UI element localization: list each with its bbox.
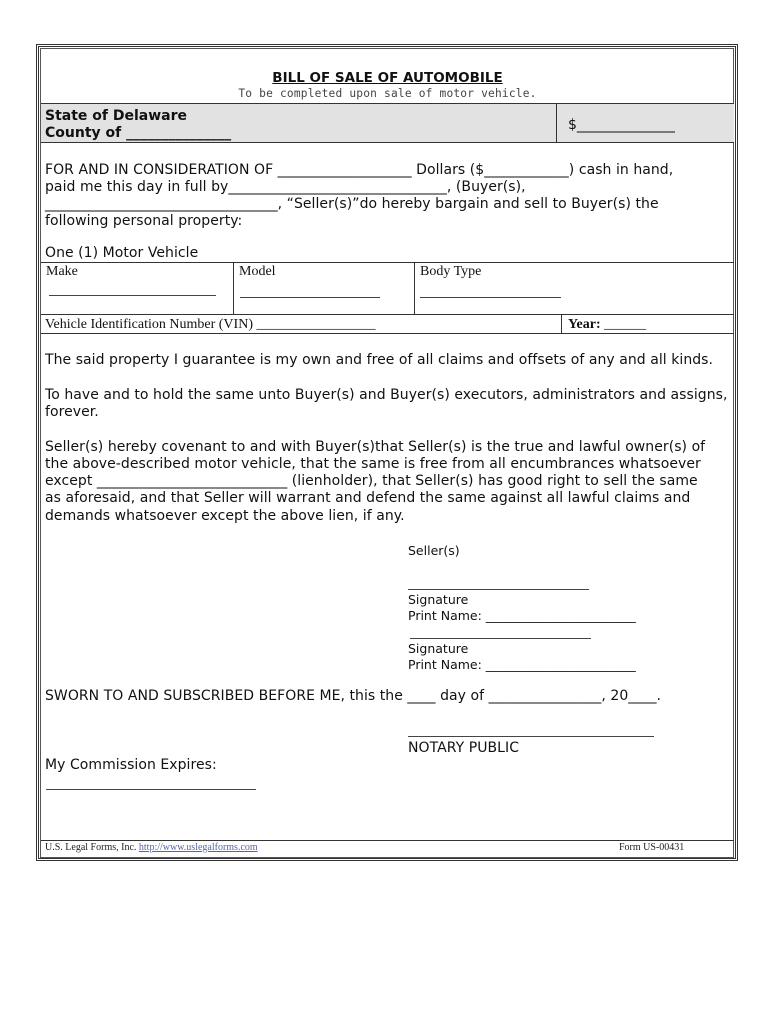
make-model-divider xyxy=(233,262,234,314)
footer-url-link[interactable]: http://www.uslegalforms.com xyxy=(138,842,258,853)
covenant-line-2: the above-described motor vehicle, that the same is free from all encumbrances whatsoever xyxy=(45,456,701,472)
vehicle-table-bottom xyxy=(41,333,734,334)
sellers-label: Seller(s) xyxy=(408,543,460,558)
seller-1-signature-label: Signature xyxy=(408,592,469,607)
vehicle-table-top xyxy=(41,262,734,263)
body-type-input-line[interactable] xyxy=(420,297,561,298)
body-type-label: Body Type xyxy=(420,264,482,279)
consideration-line-2[interactable]: paid me this day in full by_______________________________, (Buyer(s), xyxy=(45,179,526,195)
make-label: Make xyxy=(46,264,78,279)
notary-signature-line[interactable] xyxy=(408,736,654,737)
vin-field[interactable]: Vehicle Identification Number (VIN) _________________ xyxy=(45,317,376,332)
vin-year-divider xyxy=(561,314,562,333)
year-field[interactable] xyxy=(568,317,646,333)
commission-date-line[interactable] xyxy=(46,789,256,790)
footer-divider xyxy=(41,840,734,841)
vehicle-table-mid xyxy=(41,314,734,315)
notary-public-label: NOTARY PUBLIC xyxy=(408,740,520,756)
covenant-line-1: Seller(s) hereby covenant to and with Buyer(s)that Seller(s) is the true and lawful owner(s) of xyxy=(45,439,706,455)
band-column-divider xyxy=(556,104,557,142)
amount-field[interactable]: $______________ xyxy=(568,117,675,133)
consideration-line-1[interactable]: FOR AND IN CONSIDERATION OF ___________________ Dollars ($____________) cash in hand, xyxy=(45,162,674,178)
model-input-line[interactable] xyxy=(240,297,380,298)
footer-company xyxy=(45,842,258,853)
form-title: BILL OF SALE OF AUTOMOBILE xyxy=(272,70,503,86)
footer-form-number: Form US-00431 xyxy=(619,842,685,853)
band-bottom-divider xyxy=(41,142,734,143)
county-field[interactable]: County of _______________ xyxy=(45,125,232,141)
commission-label: My Commission Expires: xyxy=(45,757,217,773)
model-label: Model xyxy=(239,264,276,279)
year-label: Year: xyxy=(568,317,601,332)
model-body-divider xyxy=(414,262,415,314)
covenant-line-4: as aforesaid, and that Seller will warrant and defend the same against all lawful claims and xyxy=(45,490,691,506)
consideration-line-3[interactable]: _________________________________, “Seller(s)”do hereby bargain and sell to Buyer(s) the xyxy=(45,196,659,212)
sworn-statement[interactable]: SWORN TO AND SUBSCRIBED BEFORE ME, this the ____ day of ________________, 20____. xyxy=(45,688,661,704)
guarantee-clause: The said property I guarantee is my own and free of all claims and offsets of any and all kinds. xyxy=(45,352,714,368)
covenant-line-5: demands whatsoever except the above lien, if any. xyxy=(45,508,405,524)
covenant-line-3[interactable]: except ___________________________ (lienholder), that Seller(s) has good right to sell the same xyxy=(45,473,698,489)
seller-1-signature-line[interactable] xyxy=(408,589,589,590)
hold-clause-line-2: forever. xyxy=(45,404,99,420)
footer-company-name: U.S. Legal Forms, Inc. xyxy=(45,842,137,853)
form-subtitle: To be completed upon sale of motor vehicle. xyxy=(238,87,537,100)
vehicle-heading: One (1) Motor Vehicle xyxy=(45,245,199,261)
seller-1-print-name[interactable]: Print Name: ________________________ xyxy=(408,608,636,623)
year-blank[interactable]: ______ xyxy=(604,317,647,332)
make-input-line[interactable] xyxy=(49,295,216,296)
seller-2-signature-label: Signature xyxy=(408,641,469,656)
state-label: State of Delaware xyxy=(45,108,188,124)
seller-2-signature-line[interactable] xyxy=(410,638,591,639)
seller-2-print-name[interactable]: Print Name: ________________________ xyxy=(408,657,636,672)
consideration-line-4: following personal property: xyxy=(45,213,243,229)
hold-clause-line-1: To have and to hold the same unto Buyer(s) and Buyer(s) executors, administrators and assigns, xyxy=(45,387,728,403)
